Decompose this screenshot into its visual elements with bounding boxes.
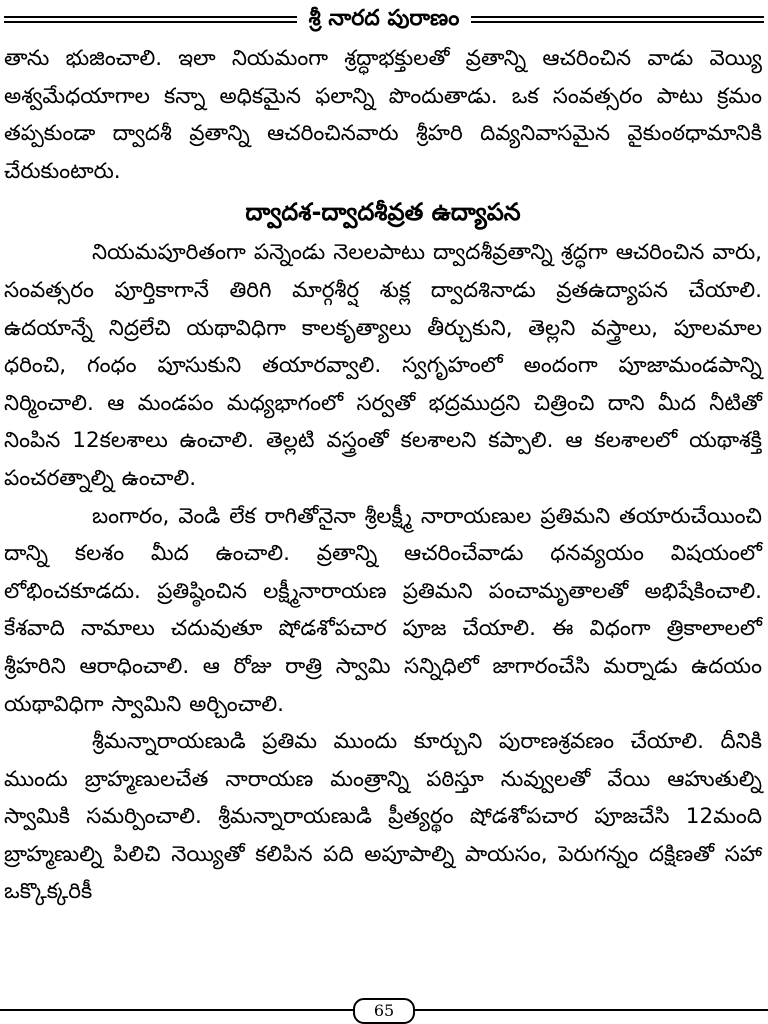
page-number: 65 (353, 998, 415, 1024)
intro-paragraph: తాను భుజించాలి. ఇలా నియమంగా శ్రద్ధాభక్తులతో వ్రతాన్ని ఆచరించిన వాడు వెయ్యి అశ్వమేధయాగాల కన్నా అధికమైన ఫలాన్ని పొందుతాడు. ఒక సంవత్సరం పాటు క్రమం తప్పకుండా ద్వాదశీ వ్రతాన్ని ఆచరించినవారు శ్రీహరి దివ్యనివాసమైన వైకుంఠధామానికి చేరుకుంటారు. (4, 46, 762, 184)
header-rule-right (471, 16, 764, 23)
paragraph-2: బంగారం, వెండి లేక రాగితోనైనా శ్రీలక్ష్మీ నారాయణుల ప్రతిమని తయారుచేయించి దాన్ని కలశం మీద ఉంచాలి. వ్రతాన్ని ఆచరించేవాడు ధనవ్యయం విషయంలో లోభించకూడదు. ప్రతిష్ఠించిన లక్ష్మీనారాయణ ప్రతిమని పంచామృతాలతో అభిషేకించాలి. కేశవాది నామాలు చదువుతూ షోడశోపచార పూజ చేయాలి. ఈ విధంగా త్రికాలాలలో శ్రీహరిని ఆరాధించాలి. ఆ రోజు రాత్రి స్వామి సన్నిధిలో జాగారంచేసి మర్నాడు ఉదయం యథావిధిగా స్వామిని అర్చించాలి. (4, 503, 762, 717)
section-heading: ద్వాదశ-ద్వాదశీవ్రత ఉద్యాపన (245, 198, 521, 227)
paragraph-3: శ్రీమన్నారాయణుడి ప్రతిమ ముందు కూర్చుని పురాణశ్రవణం చేయాలి. దీనికి ముందు బ్రాహ్మణులచేత నారాయణ మంత్రాన్ని పఠిస్తూ నువ్వులతో వేయి ఆహుతుల్ని స్వామికి సమర్పించాలి. శ్రీమన్నారాయణుడి ప్రీత్యర్థం షోడశోపచార పూజచేసి 12మంది బ్రాహ్మణుల్ని పిలిచి నెయ్యితో కలిపిన పది అపూపాల్ని పాయసం, పెరుగన్నం దక్షిణతో సహా ఒక్కొక్కరికీ (4, 729, 762, 905)
paragraph-1: నియమపూరితంగా పన్నెండు నెలలపాటు ద్వాదశీవ్రతాన్ని శ్రద్ధగా ఆచరించిన వారు, సంవత్సరం పూర్తికాగానే తిరిగి మార్గశీర్ష శుక్ల ద్వాదశినాడు వ్రతఉద్యాపన చేయాలి. ఉదయాన్నే నిద్రలేచి యథావిధిగా కాలకృత్యాలు తీర్చుకుని, తెల్లని వస్త్రాలు, పూలమాల ధరించి, గంధం పూసుకుని తయారవ్వాలి. స్వగృహంలో అందంగా పూజామండపాన్ని నిర్మించాలి. ఆ మండపం మధ్యభాగంలో సర్వతో భద్రముద్రని చిత్రించి దాని మీద నీటితో నింపిన 12కలశాలు ఉంచాలి. తెల్లటి వస్త్రంతో కలశాలని కప్పాలి. ఆ కలశాలలో యథాశక్తి పంచరత్నాల్ని ఉంచాలి. (4, 240, 762, 491)
running-header (4, 4, 764, 34)
running-title: శ్రీ నారద పురాణం (308, 6, 460, 31)
header-rule-left (4, 16, 297, 23)
page-footer (0, 998, 768, 1022)
page-content (4, 40, 762, 911)
